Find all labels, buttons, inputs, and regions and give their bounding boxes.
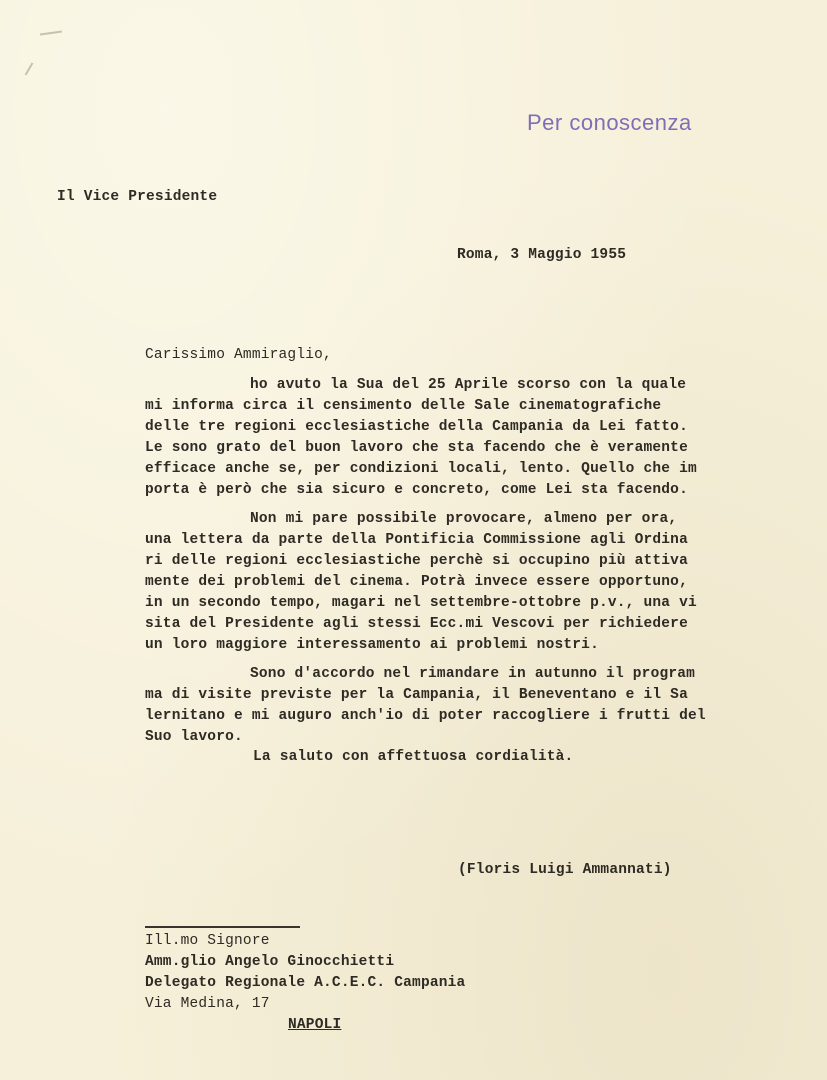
date-line: Roma, 3 Maggio 1955 (457, 247, 627, 263)
body-line: una lettera da parte della Pontificia Commissione agli Ordina (145, 532, 688, 548)
body-line: porta è però che sia sicuro e concreto, come Lei sta facendo. (145, 482, 688, 498)
body-line: Sono d'accordo nel rimandare in autunno il program (250, 666, 696, 682)
recipient-line: Via Medina, 17 (145, 996, 270, 1012)
corner-mark (25, 62, 34, 75)
body-line: ho avuto la Sua del 25 Aprile scorso con la quale (250, 377, 687, 393)
recipient-line: Ill.mo Signore (145, 933, 270, 949)
recipient-line: Delegato Regionale A.C.E.C. Campania (145, 975, 466, 991)
body-line: delle tre regioni ecclesiastiche della Campania da Lei fatto. (145, 419, 688, 435)
body-line: ri delle regioni ecclesiastiche perchè si occupino più attiva (145, 553, 688, 569)
divider-rule (145, 926, 300, 928)
recipient-city: NAPOLI (288, 1017, 342, 1033)
body-line: ma di visite previste per la Campania, il Beneventano e il Sa (145, 687, 688, 703)
closing-line: La saluto con affettuosa cordialità. (253, 749, 574, 765)
body-line: mi informa circa il censimento delle Sale cinematografiche (145, 398, 662, 414)
corner-mark (40, 30, 62, 35)
salutation: Carissimo Ammiraglio, (145, 347, 332, 363)
per-conoscenza-stamp: Per conoscenza (527, 110, 692, 135)
body-line: mente dei problemi del cinema. Potrà invece essere opportuno, (145, 574, 688, 590)
sender-title: Il Vice Presidente (57, 189, 218, 205)
body-line: un loro maggiore interessamento ai problemi nostri. (145, 637, 599, 653)
signature: (Floris Luigi Ammannati) (458, 862, 672, 878)
body-line: sita del Presidente agli stessi Ecc.mi Vescovi per richiedere (145, 616, 688, 632)
body-line: Non mi pare possibile provocare, almeno per ora, (250, 511, 678, 527)
recipient-line: Amm.glio Angelo Ginocchietti (145, 954, 395, 970)
body-line: lernitano e mi auguro anch'io di poter raccogliere i frutti del (145, 708, 706, 724)
body-line: in un secondo tempo, magari nel settembre-ottobre p.v., una vi (145, 595, 697, 611)
body-line: efficace anche se, per condizioni locali, lento. Quello che im (145, 461, 697, 477)
body-line: Suo lavoro. (145, 729, 243, 745)
body-line: Le sono grato del buon lavoro che sta facendo che è veramente (145, 440, 688, 456)
